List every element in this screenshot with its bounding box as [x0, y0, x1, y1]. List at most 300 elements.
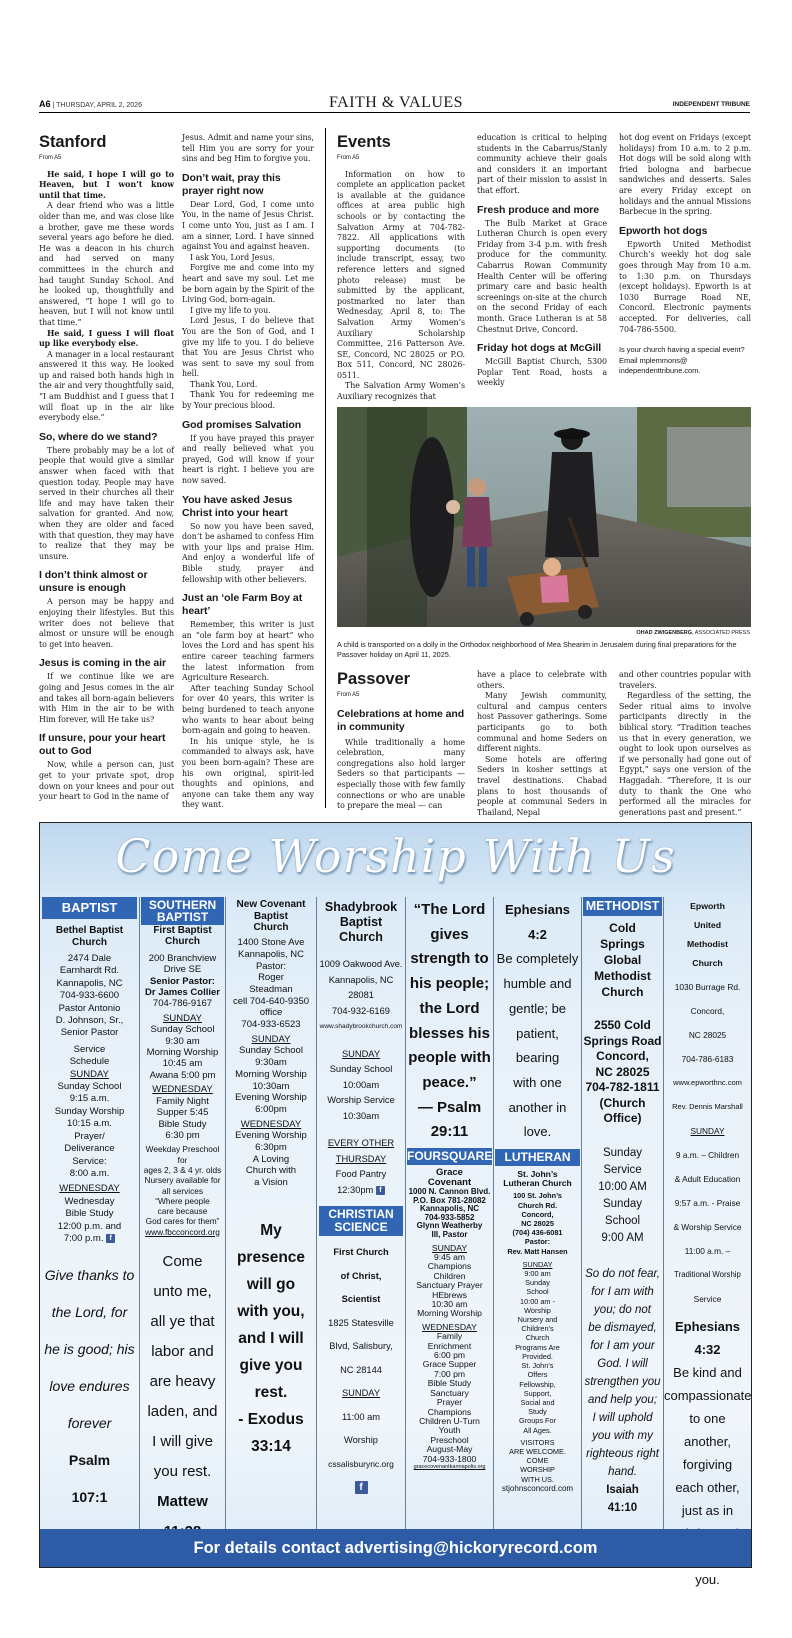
events-column-2 [477, 133, 607, 389]
schedule-line: Fellowship, [519, 1379, 556, 1389]
schedule-line: Children’s [521, 1324, 554, 1334]
verse-line: you with my [592, 1429, 653, 1442]
address-line: 200 Branchview [148, 952, 217, 964]
verse-line: blesses his [409, 1024, 490, 1042]
events-para: hot dog event on Fridays (except holidays) from 10 a.m. to 2 p.m. Hot dogs will be sold along with fried bologna and barbecue sandwiches and desserts. Sales are every Friday except on holidays and the annual Missions Barbecue in the spring. [619, 133, 751, 217]
pastor-line: Pastor Antonio [58, 1002, 121, 1014]
ad-methodist [582, 897, 663, 1529]
church-website-link[interactable]: cssalisburync.org [328, 1458, 394, 1469]
schedule-line: 9:30am [255, 1057, 287, 1069]
schedule-line: Prayer/ [74, 1130, 105, 1142]
verse [582, 1265, 663, 1517]
note-line: care because [157, 1206, 208, 1217]
address-line: NC 28025 [595, 1064, 650, 1079]
schedule-line: Family Night [156, 1095, 209, 1107]
schedule-line: Sunday [525, 1278, 550, 1288]
passover-title: Passover [337, 670, 410, 688]
schedule-line: & Adult Education [674, 1174, 741, 1184]
note-line: ages 2, 3 & 4 yr. olds [143, 1164, 222, 1175]
schedule-line: 10:45 am [162, 1058, 203, 1070]
schedule-line: School [604, 1214, 641, 1227]
schedule-line: Sunday [602, 1197, 642, 1210]
passover-para: Many Jewish community, cultural and campus centers host Passover gatherings. Some participants go to both communal and home Seders on different nights. [477, 691, 607, 754]
schedule-line: Study [528, 1407, 547, 1417]
verse-line: he is good; his [44, 1341, 135, 1358]
schedule-line: St. John’s [521, 1361, 554, 1371]
church-name: Baptist [339, 915, 383, 929]
events-title: Events [337, 133, 391, 151]
facebook-icon[interactable]: f [106, 1234, 115, 1243]
address-line: Kannapolis, NC [237, 948, 304, 960]
verse-line: you. [695, 1572, 720, 1587]
address-line: Kannapolis, NC [419, 1204, 480, 1214]
phone: (704) 436-6081 [512, 1228, 563, 1238]
church-name: United [693, 920, 722, 930]
events-para: Information on how to complete an application packet is available at the guidance offices at area public high schools or by contacting the Salvation Army at 704-782-7822. All applications with supporting documents (to include transcript, essay, two reference letters and signed photo release) must be submitted by the applicant, postmarked no later than Wednesday, April 8, to: The Salvation Army Women’s Auxiliary Scholarship Committee, 216 Patterson Ave. SE, Concord, NC 28025 or P.O. Box 511, Concord, NC 28026-0511. [337, 169, 465, 380]
address-line: Concord, [690, 1006, 725, 1016]
schedule-day: SUNDAY [690, 1126, 725, 1136]
pastor-line: Rev. Dennis Marshall [672, 1102, 743, 1111]
verse-line: strength to [410, 950, 489, 968]
address-line: 2550 Cold [594, 1018, 651, 1032]
schedule-line: Enrichment [427, 1340, 472, 1351]
schedule-line: Supper 5:45 [156, 1107, 209, 1119]
verse-line: labor and [151, 1342, 214, 1360]
verse [40, 1257, 139, 1516]
schedule-line: Service [73, 1043, 106, 1055]
verse-ref: Ephesians [504, 902, 571, 917]
stanford-subhead: Just an ‘ole Farm Boy at heart’ [182, 592, 303, 618]
schedule-line: 9:15 a.m. [69, 1093, 110, 1105]
pastor-line: Roger [258, 972, 284, 984]
church-name: Church [253, 922, 289, 934]
address-line: NC 28144 [340, 1364, 382, 1375]
verse-ref: 4:2 [528, 926, 547, 942]
church-name: Church [601, 985, 644, 999]
stanford-para: Thank You, Lord. [190, 379, 258, 389]
schedule-line: Worship [524, 1305, 551, 1315]
address-line: 1009 Oakwood Ave. [319, 959, 403, 969]
denomination-header [319, 1206, 403, 1236]
schedule-line: Programs Are [515, 1342, 560, 1352]
verse-line: gentle; be [508, 1000, 567, 1016]
schedule-line: Service [693, 1294, 722, 1304]
schedule-line: 6:30 pm [165, 1129, 200, 1141]
schedule-line: 10:00 am - [520, 1296, 555, 1306]
address-line: Springs Road [583, 1033, 662, 1048]
pastor-line: III, Pastor [431, 1230, 468, 1239]
address-line: 28081 [348, 990, 374, 1000]
photo-caption: A child is transported on a dolly in the Orthodox neighborhood of Mea Shearim in Jerusalem during final preparations for the Passover holiday on April 11, 2025. [337, 640, 737, 659]
church-name: of Christ, [340, 1270, 382, 1281]
schedule-line: 10:00 AM [598, 1180, 647, 1193]
verse-ref: Mattew [157, 1492, 208, 1510]
schedule-line: 6:00pm [255, 1103, 287, 1115]
ad-title: Come Worship With Us [115, 829, 676, 883]
verse-ref: 29:11 [430, 1123, 469, 1141]
verse-line: “The Lord [413, 901, 486, 918]
schedule-line: Traditional Worship [674, 1270, 741, 1279]
ad-lutheran [494, 897, 581, 1529]
address-line: Drive SE [163, 964, 202, 976]
church-name: Shadybrook [324, 900, 398, 914]
schedule-line: Support, [523, 1388, 552, 1398]
schedule-line: 12:00 p.m. and [57, 1220, 122, 1232]
church-name: First Church [333, 1247, 389, 1257]
verse-line: strengthen you [584, 1375, 661, 1388]
church-name: Grace [436, 1167, 463, 1179]
pastor-line: Rev. Matt Hansen [507, 1246, 568, 1256]
church-name: St. John’s [517, 1169, 558, 1180]
schedule-line: Wednesday [64, 1195, 115, 1207]
verse-line: for I am with [591, 1285, 654, 1298]
header-line: BAPTIST [156, 910, 209, 924]
events-subhead: Friday hot dogs at McGill [477, 342, 602, 355]
address-line: Concord, [521, 1209, 554, 1219]
schedule-line: Evening Worship [235, 1092, 307, 1104]
events-para: McGill Baptist Church, 5300 Poplar Tent Road, hosts a weekly [477, 357, 607, 388]
denomination-header: METHODIST [583, 897, 662, 916]
church-contact [582, 1018, 663, 1127]
passover-para: While traditionally a home celebration, many congregations also hold larger Seders so that participants — especially those with few family connections or who are unable to prepare the meal — can [337, 737, 465, 811]
verse-line: I will uphold [592, 1411, 653, 1424]
schedule-line: All Ages. [523, 1425, 552, 1435]
church-name: Church [339, 930, 383, 944]
schedule-line: Champions [427, 1261, 472, 1272]
tagline: a Vision [254, 1177, 288, 1189]
schedule-line: Groups For [519, 1416, 556, 1426]
stanford-subhead: Jesus is coming in the air [39, 657, 167, 670]
verse-line: Give thanks to [44, 1267, 135, 1284]
church-name: Bethel Baptist Church [55, 925, 124, 948]
header-line: SCIENCE [334, 1220, 388, 1234]
passover-jump: From A5 [337, 692, 360, 698]
ad-epworth [664, 897, 752, 1587]
verse-ref: 41:10 [607, 1501, 638, 1514]
address-line: 1000 N. Cannon Blvd. [408, 1187, 491, 1197]
stanford-lead-1: He said, I hope I will go to Heaven, but I won’t know until that time. [39, 169, 174, 200]
schedule-day: SUNDAY [431, 1242, 468, 1253]
schedule-line: 9:00 AM [601, 1231, 644, 1244]
ad-new-covenant [226, 897, 316, 1529]
verse-line: humble and [503, 976, 572, 992]
pastor-line: Senior Pastor: [150, 975, 215, 987]
church-contact [406, 1188, 493, 1240]
schedule-line: Morning Worship [417, 1308, 482, 1319]
credit-org: , ASSOCIATED PRESS [692, 630, 750, 636]
stanford-para: So now you have been saved, don’t be ashamed to confess Him with your lips and praise Him. And enjoy a wonderful life of Bible study, prayer and fellowship with other believers. [182, 521, 314, 584]
verse [494, 897, 581, 1145]
address-line: Concord, [596, 1049, 649, 1063]
events-para: The Salvation Army Women’s Auxiliary recognizes that [337, 381, 465, 402]
schedule-line: Provided. [522, 1351, 553, 1361]
stanford-column-1 [39, 133, 174, 803]
pastor-line: Glynn Weatherby [416, 1221, 483, 1231]
verse-line: presence [236, 1248, 306, 1266]
events-subhead: Fresh produce and more [477, 203, 600, 216]
church-name: Methodist [594, 969, 651, 983]
facebook-icon[interactable]: f [376, 1186, 385, 1195]
verse-ref: - Exodus [238, 1410, 304, 1428]
church-name: First Baptist [153, 925, 212, 936]
schedule-day: SUNDAY [341, 1388, 381, 1398]
header-line: CHRISTIAN [328, 1207, 394, 1221]
schedule-line: Sunday School [150, 1024, 215, 1036]
verse-line: people with [408, 1049, 491, 1067]
denomination-header: LUTHERAN [495, 1149, 580, 1166]
schedule-day: SUNDAY [251, 1033, 291, 1045]
schedule-line: Children [433, 1270, 466, 1281]
schedule-line: 10:30 am [431, 1299, 468, 1310]
verse-line: bearing [515, 1050, 560, 1066]
schedule-line: 9:45 am [433, 1252, 466, 1262]
church-name: Church [692, 958, 723, 968]
schedule-line: 10:15 a.m. [67, 1118, 112, 1130]
stanford-lead-2: He said, I guess I will float up like everybody else. [39, 328, 174, 349]
church-name: Methodist [686, 939, 729, 949]
verse-line: another, [684, 1434, 731, 1449]
verse-line: righteous right [586, 1447, 659, 1460]
verse-line: love endures [49, 1378, 130, 1395]
facebook-icon[interactable]: f [355, 1481, 368, 1494]
stanford-subhead: I don’t think almost or unsure is enough [39, 569, 148, 595]
schedule-line: Schedule [69, 1056, 110, 1068]
verse-line: I will give [152, 1432, 213, 1450]
welcome-line: WORSHIP [520, 1465, 555, 1475]
schedule-line: Social and [520, 1397, 555, 1407]
stanford-para: I ask You, Lord Jesus. [190, 252, 275, 262]
schedule-line: Sunday School [239, 1045, 303, 1057]
verse-line: will go [246, 1275, 296, 1293]
schedule-line: Food Pantry [335, 1169, 387, 1179]
schedule-line: Sunday [602, 1146, 642, 1159]
stanford-para: A manager in a local restaurant answered it this way. He looked up and raised both hands high in the air and very thoughtfully said, “I am Buddhist and I guess that I will float up in the air like everybody else.” [39, 349, 174, 423]
section-title: FAITH & VALUES [328, 94, 464, 111]
ad-southern-baptist [140, 897, 225, 1529]
church-name: Scientist [341, 1294, 381, 1304]
photo-illustration [337, 407, 751, 627]
passover-column-2 [477, 670, 607, 818]
verse-line: unto me, [153, 1282, 212, 1300]
verse-ref: Psalm [68, 1452, 111, 1469]
schedule-day: SUNDAY [70, 1068, 109, 1080]
schedule-line: 12:30pm [337, 1184, 374, 1195]
verse-line: just as in [681, 1503, 734, 1518]
ad-baptist [40, 897, 139, 1529]
schedule-line: Sunday School [57, 1081, 122, 1093]
schedule [582, 1145, 663, 1247]
note-line: all services [161, 1185, 204, 1196]
verse-line: peace.” [422, 1073, 477, 1091]
verse-line: hand. [608, 1465, 637, 1478]
events-column-3 [619, 133, 751, 377]
address-line: P.O. Box 781-28082 [413, 1195, 486, 1205]
schedule-line: Offers [527, 1370, 548, 1380]
schedule-line: Service [603, 1163, 642, 1176]
passover-photo [337, 407, 751, 627]
schedule-line: Prayer [436, 1397, 463, 1408]
verse [140, 1247, 225, 1547]
schedule-line: Champions [427, 1406, 472, 1417]
verse-line: you; do not [594, 1303, 651, 1316]
verse-line: and help you; [587, 1393, 658, 1406]
church-name: Global [603, 953, 642, 967]
church-name-block [664, 897, 751, 973]
verse-ref: Isaiah [606, 1483, 639, 1496]
address-line: 2474 Dale [67, 953, 112, 964]
verse-line: Come [162, 1252, 203, 1270]
passover-subhead: Celebrations at home and in community [337, 707, 465, 733]
stanford-jump: From A5 [39, 155, 62, 161]
schedule-line: Preschool [430, 1434, 469, 1445]
schedule-day: WEDNESDAY [240, 1118, 302, 1130]
schedule-line: 9 a.m. – Children [675, 1150, 740, 1160]
church-website-link[interactable]: www.epworthnc.com [673, 1078, 742, 1087]
church-website-link[interactable]: www.shadybrookchurch.com [319, 1023, 403, 1030]
schedule-line: & Worship Service [673, 1222, 742, 1232]
stanford-para: Forgive me and come into my heart and save my soul. Let me be born again by the Spirit of the Living God, born-again. [182, 263, 314, 305]
verse [226, 1217, 316, 1460]
schedule-line: 11:00 am [341, 1411, 381, 1422]
schedule-line: Evening Worship [235, 1130, 307, 1142]
stanford-para: If we continue like we are going and Jesus comes in the air and takes all born-again believers with Him in the air to be with Him forever, will He take us? [39, 672, 174, 724]
verse-line: gives [430, 925, 469, 943]
christian-science-info [317, 1241, 405, 1476]
stanford-para: Remember, this writer is just an “ole farm boy at heart” who loves the Lord and has spent his entire career teaching farmers the latest information from Agriculture Research. [182, 620, 314, 683]
schedule-line: 8:00 a.m. [69, 1167, 110, 1179]
address-line: Kannapolis, NC [328, 974, 394, 985]
verse-line: with one [513, 1074, 562, 1090]
passover-para: Regardless of the setting, the Seder ritual aims to involve participants directly in the biblical story. “Tradition teaches us that in every generation, we ought to look upon ourselves as if we personally had gone out of Egypt,” says one version of the Haggadah. “Therefore, it is our duty to thank the One who performed all the miracles for generations past and present.” [619, 691, 751, 817]
welcome-line: COME [526, 1456, 549, 1466]
passover-para: have a place to celebrate with others. [477, 670, 607, 690]
schedule-line: 11:00 a.m. – [684, 1246, 731, 1256]
address-line: 1400 Stone Ave [237, 937, 305, 949]
church-website-link[interactable]: gracecovenantkannapolis.org [413, 1463, 486, 1470]
verse-line: My [260, 1221, 282, 1239]
verse-line: to one [689, 1411, 726, 1426]
page-date: THURSDAY, APRIL 2, 2026 [56, 102, 142, 109]
phone: 704-782-1811 [585, 1080, 660, 1094]
church-name: Lutheran Church [503, 1178, 572, 1189]
page-number: A6 [39, 99, 51, 109]
schedule-line: School [526, 1287, 549, 1297]
verse-line: the Lord, for [51, 1304, 128, 1321]
schedule-line: 9:57 a.m. - Praise [674, 1198, 741, 1208]
verse-line: laden, and [147, 1402, 218, 1420]
phone: 704-933-1800 [422, 1453, 477, 1464]
verse-line: forgiving [682, 1457, 733, 1472]
pastor-line: Pastor: [524, 1237, 551, 1247]
ad-shadybrook [317, 897, 405, 1529]
stanford-subhead: You have asked Jesus Christ into your heart [182, 493, 293, 519]
phone: 704-932-6169 [332, 1005, 390, 1016]
welcome-line: VISITORS [520, 1437, 555, 1447]
schedule-line: Bible Study [158, 1118, 207, 1130]
schedule-line: 10:00am [342, 1079, 380, 1090]
denomination-header: FOURSQUARE [407, 1149, 493, 1164]
church-name: Covenant [427, 1177, 472, 1189]
page-folio: A6 | THURSDAY, APRIL 2, 2026 [39, 99, 142, 109]
schedule-day: WEDNESDAY [152, 1084, 213, 1096]
events-column-1 [337, 133, 465, 403]
phone: 704-786-6183 [681, 1054, 734, 1064]
schedule-line: Nursery and [517, 1315, 558, 1325]
schedule-day: SUNDAY [341, 1048, 381, 1059]
address-line: NC 28025 [521, 1219, 554, 1229]
tagline: Church with [245, 1165, 297, 1177]
schedule-line: August-May [426, 1444, 473, 1455]
note-line: God cares for them” [145, 1216, 220, 1227]
verse-line: Be kind and [673, 1365, 742, 1380]
schedule-line: 10:30am [252, 1080, 290, 1092]
schedule-line: 6:00 pm [433, 1350, 466, 1361]
schedule-line: Family [436, 1331, 463, 1342]
verse [406, 897, 493, 1145]
church-website-link[interactable]: www.fbcconcord.org [145, 1226, 220, 1237]
photo-credit [636, 630, 750, 636]
header-line: SOUTHERN [148, 898, 217, 912]
denomination-header: BAPTIST [42, 897, 137, 919]
address-line: 1030 Burrage Rd. [674, 982, 741, 992]
stanford-para: There probably may be a lot of people that would give a similar answer when faced with that question today. People may have served in their churches all their life and may have taken their salvation for granted. And now, when they are older and faced with that question, they may have to realize that they may be unsure. [39, 445, 174, 561]
stanford-para: In his unique style, he is commanded to always ask, have you been born-again? These are his own original, spirit-led thoughts and opinions, and anyone can take them any way they want. [182, 736, 314, 810]
schedule-line: Bible Study [65, 1208, 114, 1220]
stanford-para: I give my life to you. [190, 305, 271, 315]
welcome-line: ARE WELCOME. [509, 1446, 566, 1456]
schedule-line: 10:30am [342, 1110, 380, 1121]
address-line: Earnhardt Rd. [59, 965, 120, 977]
ad-foursquare [406, 897, 493, 1529]
verse-line: compassionate [664, 1388, 752, 1403]
schedule-line: 9:30 am [165, 1035, 200, 1047]
phone: 704-933-6523 [241, 1019, 301, 1031]
stanford-para: Lord Jesus, I do believe that You are the Son of God, and I give my life to you. I do believe that You are Jesus Christ who was sent to save my soul from hell. [182, 316, 314, 379]
verse-line: all ye that [150, 1312, 215, 1330]
schedule-line: 9:00 am [524, 1269, 551, 1279]
church-website-link[interactable]: stjohnsconcord.com [501, 1483, 574, 1493]
schedule-line: Grace Supper [422, 1359, 477, 1370]
church-name: Springs [600, 937, 645, 951]
phone: 704-933-6600 [59, 990, 120, 1002]
stanford-para: Now, while a person can, just get to your private spot, drop down on your knees and pour out your heart to God in the name of [39, 760, 174, 802]
verse-line: with you, [237, 1302, 305, 1320]
phone: 704-933-5852 [424, 1212, 475, 1222]
verse-line: and I will [238, 1329, 304, 1347]
stanford-para: If you have prayed this prayer and really believed what you prayed, God will know if your heart is right. I believe you are now saved. [182, 433, 314, 486]
stanford-para: A dear friend who was a little older than me, and was close like a brother, gave me these words several years ago before he died. He was a deacon in his church and had served on many committees in the church and had taught Sunday School. And he looked up, thoughtfully and answered, “I hope I will go to heaven, but I will not know until that time.” [39, 201, 174, 327]
note-line: Nursery available for [144, 1175, 221, 1186]
verse-line: you rest. [153, 1462, 212, 1480]
phone: cell 704-640-9350 [232, 995, 310, 1007]
verse-line: are heavy [149, 1372, 216, 1390]
schedule-day: SUNDAY [163, 1012, 202, 1024]
verse-line: the Lord [419, 999, 480, 1017]
ad-footer-contact[interactable]: For details contact advertising@hickoryrecord.com [40, 1529, 751, 1567]
stanford-para: Thank You for redeeming me by Your precious blood. [182, 390, 314, 411]
note-line: Weekday Preschool for [145, 1144, 220, 1165]
column-divider [325, 128, 326, 808]
header-rule [39, 112, 750, 113]
welcome-line: WITH US. [521, 1474, 554, 1484]
verse-line: for I am your [590, 1339, 655, 1352]
address-line: NC 28025 [688, 1030, 727, 1040]
verse-line: his people; [409, 975, 490, 993]
stanford-para: Dear Lord, God, I come unto You, in the name of Jesus Christ. I come unto You, just as I am. I am a sinner, Lord. I have sinned against You and against heaven. [182, 199, 314, 252]
verse-line: forever [67, 1415, 112, 1432]
worship-ad [39, 822, 752, 1587]
verse-ref: 33:14 [251, 1437, 291, 1455]
